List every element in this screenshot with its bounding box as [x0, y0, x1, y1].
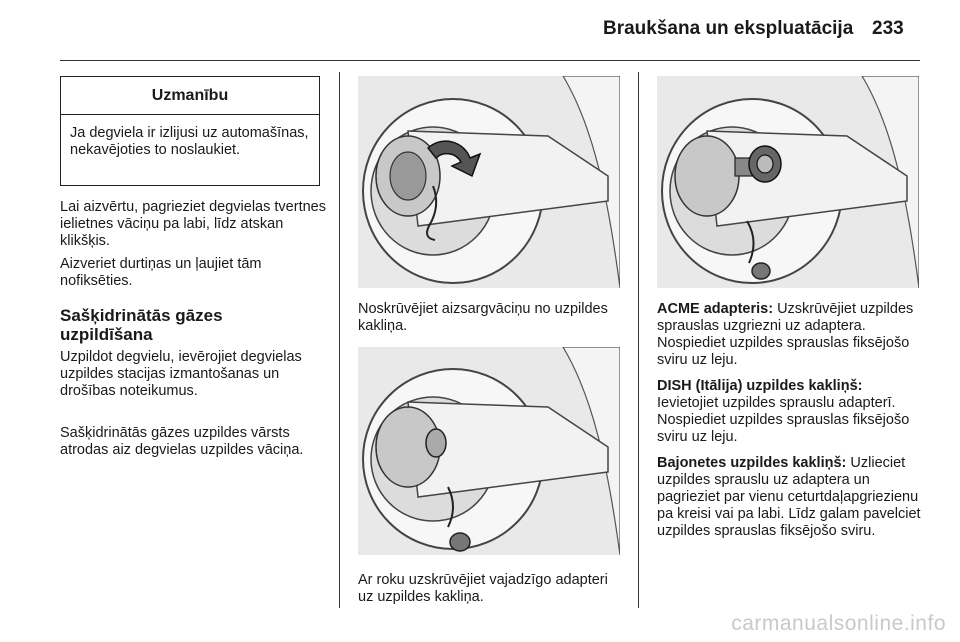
caption-remove-cap: Noskrūvējiet aizsargvāciņu no uzpildes kakliņa. — [358, 301, 608, 334]
warning-text: Ja degviela ir izlijusi uz automašīnas, nekavējoties to noslaukiet. — [70, 125, 309, 158]
caption-screw-adapter: Ar roku uzskrūvējiet vajadzīgo adapteri uz uzpildes kakliņa. — [358, 572, 608, 605]
running-header-title: Braukšana un ekspluatācija — [603, 18, 854, 39]
text-dish: Ievietojiet uzpildes sprauslu adapterī. Nospiediet uzpildes sprauslas fiksējošo sviru uz leju. — [657, 395, 910, 445]
column-divider-left — [339, 72, 340, 608]
paragraph-close-cap: Lai aizvērtu, pagrieziet degvielas tvertnes ielietnes vāciņu pa labi, līdz atskan klikšķis. — [60, 199, 326, 249]
page-number: 233 — [872, 18, 904, 39]
illustration-adapter-mounted — [657, 76, 919, 288]
header-divider — [60, 60, 920, 61]
paragraph-refuel-rules: Uzpildot degvielu, ievērojiet degvielas uzpildes stacijas izmantošanas un drošības noteikumus. — [60, 349, 302, 399]
text-bayonet: Uzlieciet uzpildes sprauslu uz adaptera un pagrieziet par vienu ceturtdaļapgriezienu pa kreisi vai pa labi. Līdz galam pavelciet uzpildes sprauslas fiksējošo sviru. — [657, 455, 921, 539]
paragraph-bayonet — [657, 455, 925, 540]
warning-title: Uzmanību — [61, 77, 319, 115]
paragraph-close-door: Aizveriet durtiņas un ļaujiet tām nofiksēties. — [60, 256, 262, 289]
warning-box — [60, 76, 320, 186]
illustration-screw-adapter — [358, 347, 620, 555]
label-acme: ACME adapteris: — [657, 301, 774, 317]
watermark: carmanualsonline.info — [731, 612, 946, 635]
section-heading-lpg: Sašķidrinātās gāzes uzpildīšana — [60, 306, 223, 344]
text-acme: Uzskrūvējiet uzpildes sprauslas uzgriezni uz adaptera. Nospiediet uzpildes sprauslas fiksējošo sviru uz leju. — [657, 301, 914, 368]
column-divider-right — [638, 72, 639, 608]
paragraph-valve-location: Sašķidrinātās gāzes uzpildes vārsts atrodas aiz degvielas uzpildes vāciņa. — [60, 425, 304, 458]
label-bayonet: Bajonetes uzpildes kakliņš: — [657, 455, 847, 471]
paragraph-dish — [657, 378, 927, 446]
label-dish: DISH (Itālija) uzpildes kakliņš: — [657, 378, 863, 394]
paragraph-acme — [657, 301, 922, 369]
illustration-remove-cap — [358, 76, 620, 288]
